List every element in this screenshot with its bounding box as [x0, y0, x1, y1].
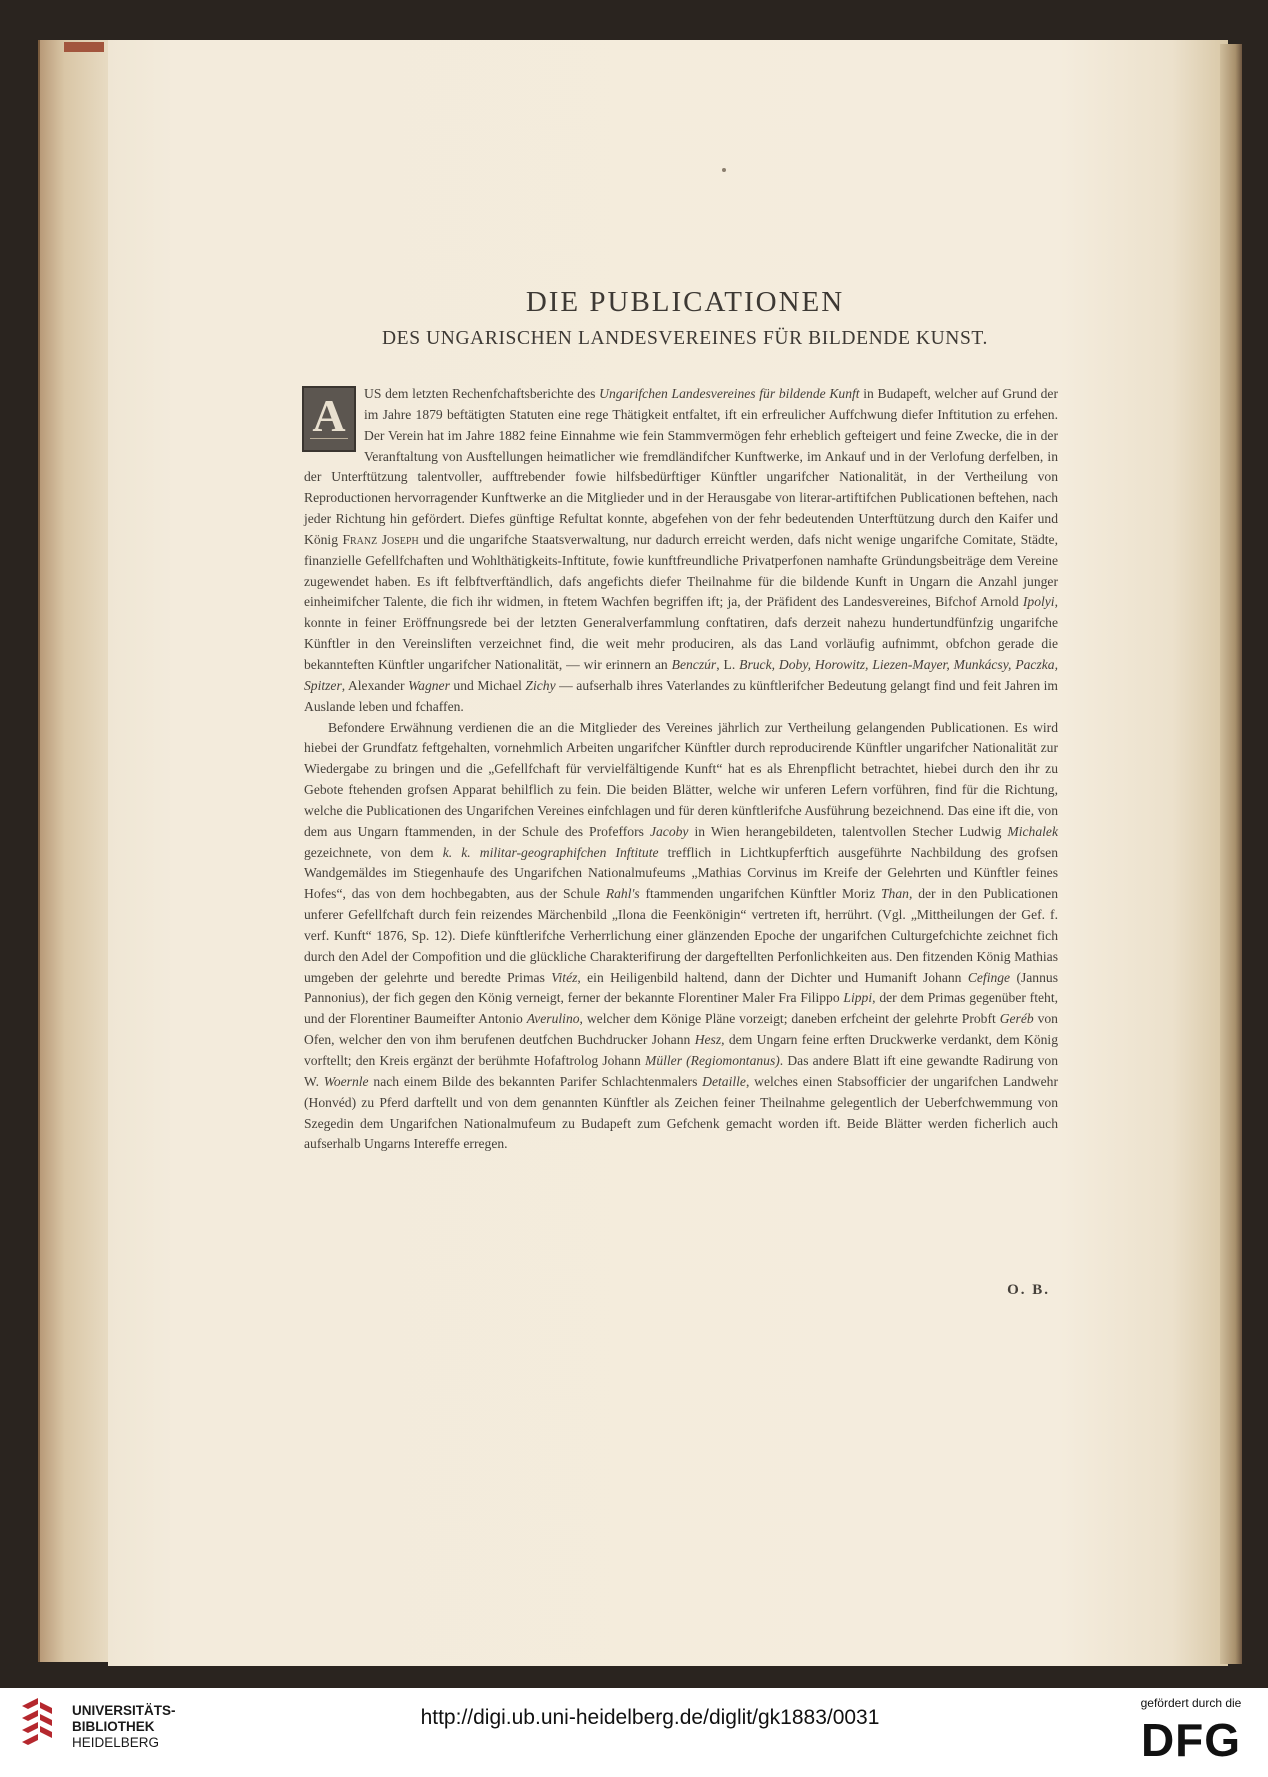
dfg-logo-text: DFG [1140, 1716, 1242, 1762]
article-body [304, 384, 1058, 1155]
text-run: , welcher dem Könige Pläne vorzeigt; daneben erfcheint der gelehrte Probft [579, 1011, 1000, 1027]
right-page-edge [1220, 44, 1242, 1664]
text-run: , konnte in feiner Eröffnungsrede bei der letzten Generalverfammlung conftatiren, dafs derzeit nahezu hundertundfünfzig ungarifche Künftler in den Vereinsliften verzeichnet find, die weit mehr produciren, als das Land vorläufig aufnimmt, obfchon gerade die bekannteften Künftler ungarifcher Nationalität, — wir erinnern an [304, 594, 1058, 672]
text-run: (Jannus Pannonius), der fich gegen den König verneigt, ferner der bekannte Florentiner Maler Fra Filippo [304, 969, 1058, 1006]
page-subtitle: DES UNGARISCHEN LANDESVEREINES FÜR BILDENDE KUNST. [382, 328, 988, 349]
italic-name: Bruck, Doby, Horowitz, Liezen-Mayer, Munkácsy, Paczka, Spitzer [304, 656, 1058, 693]
paragraph [304, 384, 1058, 718]
text-run: , Alexander [341, 677, 409, 693]
university-library-logo-icon[interactable] [18, 1696, 56, 1748]
text-run: — aufserhalb ihres Vaterlandes zu künftlerifcher Bedeutung gelangt find und feit Jahren im Auslande leben und fchaffen. [304, 677, 1059, 714]
text-run: , dem Ungarn feine erften Druckwerke verdankt, dem König vorftellt; den Kreis ergänzt der berühmte Hofaftrolog Johann [304, 1032, 1058, 1068]
permalink-url[interactable]: http://digi.ub.uni-heidelberg.de/diglit/gk1883/0031 [420, 1706, 880, 1729]
library-name-line: UNIVERSITÄTS- [72, 1703, 176, 1718]
page-title: DIE PUBLICATIONEN [525, 286, 845, 318]
text-run: trefflich in Lichtkupferftich ausgeführte Nachbildung des grofsen Wandgemäldes im Stiegenhaufe des Ungarifchen Nationalmufeums „Mathias Corvinus im Kreife der Gelehrten und Künftler feines Hofes“, das von dem hochbegabten, aus der Schule [304, 844, 1058, 902]
text-run: und Michael [449, 677, 526, 693]
decorated-initial [302, 386, 356, 452]
italic-name: Wagner [408, 677, 450, 693]
bookmark-ribbon [64, 42, 104, 52]
italic-name: Averulino [526, 1011, 580, 1027]
text-run: . Das andere Blatt ift eine gewandte Radirung von W. [304, 1053, 1059, 1089]
text-run: von Ofen, welcher den von ihm berufenen deutfchen Buchdrucker Johann [304, 1011, 1058, 1048]
text-run: ftammenden ungarifchen Künftler Moriz [639, 886, 881, 902]
text-run: nach einem Bilde des bekannten Parifer Schlachtenmalers [368, 1073, 703, 1089]
left-page-edge [38, 40, 110, 1662]
sponsor-label: gefördert durch die [1140, 1696, 1242, 1710]
dfg-logo-icon[interactable] [1130, 1716, 1252, 1762]
italic-name: Lippi [843, 990, 873, 1006]
text-run: der in den Publicationen unferer Gefellfchaft durch fein reizendes Märchenbild „Ilona die Feenkönigin“ vertreten ift, herrührt. (Vgl. „Mittheilungen der Gef. f. verf. Kunft“ 1876, Sp. 12). Diefe künftlerifche Verherrlichung einer glänzenden Epoche der ungarifchen Culturgefchichte zeichnet fich durch den Adel der Compofition und die glückliche Charakterifirung der dargeftellten Perfonlichkeiten aus. Den fitzenden König Mathias umgeben der gelehrte und beredte Primas [304, 886, 1058, 985]
italic-name: Detaille [702, 1073, 746, 1089]
library-name-line: HEIDELBERG [72, 1735, 160, 1750]
text-run: , ein Heiligenbild haltend, dann der Dichter und Humanift Johann [577, 969, 968, 985]
italic-name: Müller (Regiomontanus) [645, 1053, 780, 1068]
library-name-line: BIBLIOTHEK [72, 1719, 155, 1734]
library-name [72, 1703, 176, 1751]
text-run: gezeichnete, von dem [304, 844, 443, 860]
italic-name: Ungarifchen Landesvereines für bildende Kunft [599, 386, 860, 401]
italic-name: Benczúr [671, 656, 717, 672]
italic-name: Jacoby [649, 823, 689, 839]
text-run: , welches einen Stabsofficier der ungarifchen Landwehr (Honvéd) zu Pferd darftellt und von dem genannten Künftler als Zeichen feiner Theilnahme gelegentlich der Ueberfchwemmung von Szegedin dem Ungarifchen Nationalmufeum zu Budapeft zum Gefchenk gemacht worden ift. Beide Blätter werden ficherlich auch aufserhalb Ungarns Intereffe erregen. [304, 1073, 1058, 1152]
text-run: und die ungarifche Staatsverwaltung, nur dadurch erreicht werden, dafs nicht wenige ungarifche Comitate, Städte, finanzielle Gefellfchaften und Wohlthätigkeits-Inftitute, fowie kunftfreundliche Privatperfonen namhafte Gründungsbeiträge dem Vereine zugewendet haben. Es ift felbftverftändlich, dafs angefichts diefer Theilnahme für die bildende Kunft in Ungarn die Anzahl junger einheimifcher Talente, die fich ihr widmen, in ftetem Wachfen begriffen ift; ja, der Präfident des Landesvereines, Bifchof Arnold [304, 531, 1058, 610]
author-signature: O. B. [1007, 1282, 1050, 1298]
initial-letter: A [312, 390, 346, 441]
italic-name: Ipolyi [1022, 594, 1055, 610]
initial-ornament [310, 438, 348, 445]
text-run: Befondere Erwähnung verdienen die an die Mitglieder des Vereines jährlich zur Vertheilung gelangenden Publicationen. Es wird hiebei der Grundfatz feftgehalten, vornehmlich Arbeiten ungarifcher Künftler durch reproducirende Künftler ungarifcher Nationalität zur Wiedergabe zu bringen und die „Gefellfchaft für vervielfältigende Kunft“ hat es als Ehrenpflicht betrachtet, hiebei durch den ihr zu Gebote ftehenden grofsen Apparat behilflich zu fein. Die beiden Blätter, welche wir unferen Lefern vorführen, find für die Richtung, welche die Publicationen des Ungarifchen Vereines einfchlagen und für deren künftlerifche Ausführung bezeichnend. Das eine ift die, von dem aus Ungarn ftammenden, in der Schule des Profeffors [304, 719, 1058, 839]
italic-name: Vitéz [551, 969, 578, 985]
italic-name: Geréb [999, 1011, 1034, 1027]
text-run: , der dem Primas gegenüber fteht, und der Florentiner Baumeifter Antonio [304, 990, 1058, 1027]
italic-name: Hesz [694, 1032, 722, 1048]
italic-name: k. k. militar-geographifchen Inftitute [442, 844, 659, 860]
text-run: US dem letzten Rechenfchaftsberichte des [364, 386, 600, 401]
footer-bar [0, 1688, 1268, 1777]
italic-name: Zichy [525, 677, 556, 693]
italic-name: Michalek [1007, 823, 1058, 839]
small-caps-name: Franz Joseph [342, 531, 419, 547]
text-run: in Wien herangebildeten, talentvollen Stecher Ludwig [688, 823, 1008, 839]
paragraph [304, 718, 1058, 1156]
italic-name: Woernle [323, 1073, 369, 1089]
italic-name: Than, [881, 886, 913, 902]
text-run: in Budapeft, welcher auf Grund der im Jahre 1879 beftätigten Statuten eine rege Thätigkeit entfaltet, ift ein erfreulicher Auffchwung diefer Inftitution zu erfehen. Der Verein hat im Jahre 1882 feine Einnahme wie fein Stammvermögen fehr erheblich gefteigert und feine Zwecke, die in der Veranftaltung von Ausftellungen heimatlicher wie fremdländifcher Kunftwerke, im Ankauf und in der Verlofung derfelben, in der Unterftützung talentvoller, aufftrebender fowie hilfsbedürftiger Künftler ungarifcher Nationalität, in der Vertheilung von Reproductionen hervorragender Kunftwerke an die Mitglieder und in der Herausgabe von literar-artiftifchen Publicationen beftehen, nach jeder Richtung hin gefördert. Diefes günftige Refultat konnte, abgefehen von der fehr bedeutenden Unterftützung durch den Kaifer und König [304, 386, 1058, 547]
italic-name: Cefinge [967, 969, 1011, 985]
italic-name: Rahl's [605, 886, 640, 902]
page-mark [722, 168, 726, 172]
text-run: , L. [716, 656, 740, 672]
